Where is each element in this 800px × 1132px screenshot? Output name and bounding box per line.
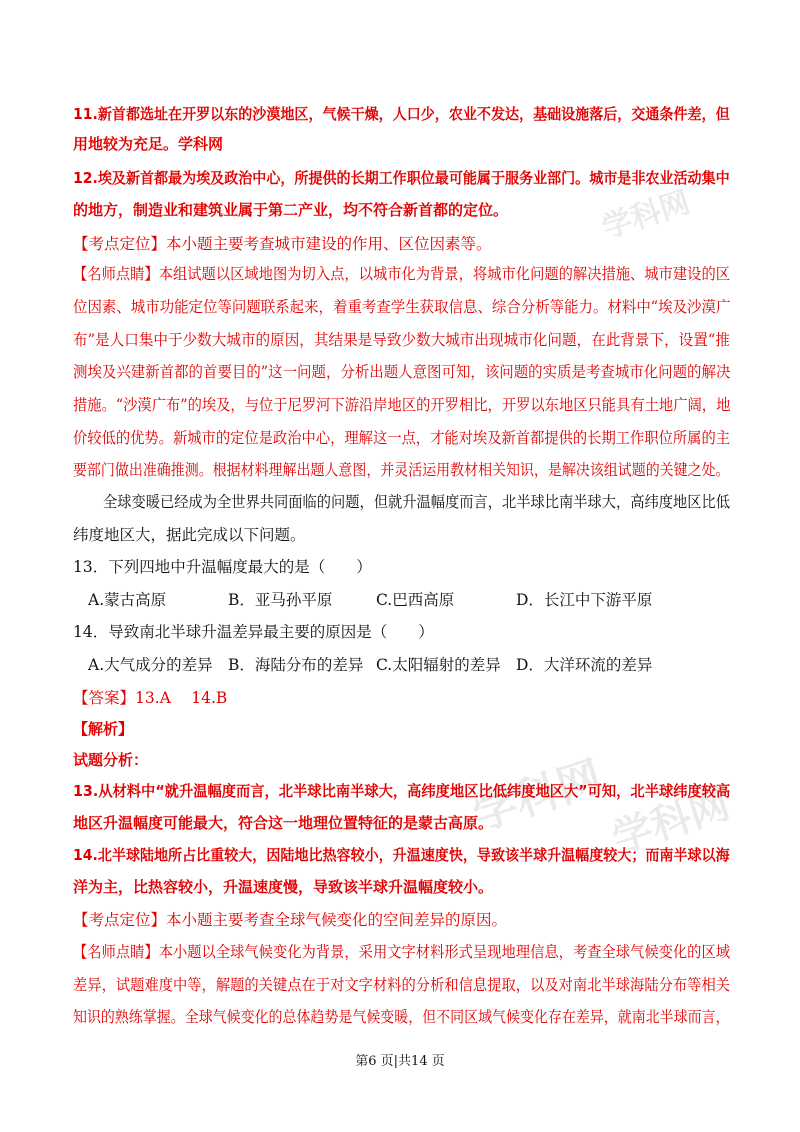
- question-13-option-a: A.蒙古高原: [88, 591, 167, 609]
- question-14-option-a: A.大气成分的差异: [88, 656, 213, 674]
- question-14-option-d: D．大洋环流的差异: [516, 656, 653, 674]
- mingshi-note-1-line-3: 布”是人口集中于少数大城市的原因，其结果是导致少数大城市出现城市化问题，在此背景下，设置“推: [73, 331, 730, 349]
- question-13-option-d: D．长江中下游平原: [516, 591, 653, 609]
- analysis-11-line-2: 用地较为充足。学科网: [73, 135, 224, 153]
- watermark: 学科网: [466, 751, 609, 841]
- mingshi-note-2-line-2: 差异，试题难度中等，解题的关键点在于对文字材料的分析和信息提取，以及对南北半球海陆分布等相关: [73, 976, 731, 994]
- question-14-option-c: C.太阳辐射的差异: [376, 656, 501, 674]
- shiti-fenxi-heading: 试题分析：: [73, 751, 149, 769]
- analysis-12-line-1: 12.埃及新首都最为埃及政治中心，所提供的长期工作职位最可能属于服务业部门。城市是非农业活动集中: [73, 169, 730, 187]
- watermark: 学科网: [597, 184, 695, 246]
- mingshi-note-1-line-2: 位因素、城市功能定位等问题联系起来，着重考查学生获取信息、综合分析等能力。材料中“埃及沙漠广: [73, 298, 731, 316]
- analysis-14-line-1: 14.北半球陆地所占比重较大，因陆地比热容较小，升温速度快，导致该半球升温幅度较大；而南半球以海: [73, 846, 730, 864]
- kaodian-note-1: 【考点定位】本小题主要考查城市建设的作用、区位因素等。: [73, 235, 492, 253]
- analysis-13-line-1: 13.从材料中“就升温幅度而言，北半球比南半球大，高纬度地区比低纬度地区大”可知，北半球纬度较高: [73, 782, 731, 800]
- analysis-11-line-1: 11.新首都选址在开罗以东的沙漠地区，气候干燥，人口少，农业不发达，基础设施落后，交通条件差，但: [73, 105, 730, 123]
- question-13-stem: 13．下列四地中升温幅度最大的是（ ）: [73, 558, 372, 576]
- question-14-stem: 14．导致南北半球升温差异最主要的原因是（ ）: [73, 623, 434, 641]
- page-number: 第6 页|共14 页: [355, 1054, 445, 1069]
- intro-line-1: 全球变暖已经成为全世界共同面临的问题，但就升温幅度而言，北半球比南半球大，高纬度地区比低: [103, 493, 731, 511]
- watermark: 学科网: [606, 781, 736, 863]
- question-14-option-b: B．海陆分布的差异: [228, 656, 364, 674]
- mingshi-note-1-line-5: 措施。“沙漠广布”的埃及，与位于尼罗河下游沿岸地区的开罗相比，开罗以东地区只能具有土地广阔，地: [73, 396, 731, 414]
- analysis-14-line-2: 洋为主，比热容较小，升温速度慢，导致该半球升温幅度较小。: [73, 878, 494, 896]
- kaodian-note-2: 【考点定位】本小题主要考查全球气候变化的空间差异的原因。: [73, 911, 508, 929]
- mingshi-note-1-line-6: 价较低的优势。新城市的定位是政治中心，理解这一点，才能对埃及新首都提供的长期工作职位所属的主: [73, 429, 731, 447]
- mingshi-note-1-line-1: 【名师点睛】本组试题以区域地图为切入点，以城市化为背景，将城市化问题的解决措施、城市建设的区: [73, 265, 731, 283]
- analysis-13-line-2: 地区升温幅度可能最大，符合这一地理位置特征的是蒙古高原。: [73, 814, 494, 832]
- mingshi-note-1-line-4: 测埃及兴建新首都的首要目的”这一问题，分析出题人意图可知，该问题的实质是考查城市化问题的解决: [73, 363, 731, 381]
- intro-line-2: 纬度地区大，据此完成以下问题。: [73, 526, 306, 544]
- mingshi-note-2-line-1: 【名师点睛】本小题以全球气候变化为背景，采用文字材料形式呈现地理信息，考查全球气候变化的区域: [73, 943, 731, 961]
- analysis-12-line-2: 的地方，制造业和建筑业属于第二产业，均不符合新首都的定位。: [73, 201, 509, 219]
- jiexi-heading: 【解析】: [73, 720, 134, 738]
- question-13-option-c: C.巴西高原: [376, 591, 455, 609]
- mingshi-note-2-line-3: 知识的熟练掌握。全球气候变化的总体趋势是气候变暖，但不同区域气候变化存在差异，就南北半球而言，: [73, 1008, 730, 1026]
- question-13-option-b: B．亚马孙平原: [228, 591, 333, 609]
- mingshi-note-1-line-7: 要部门做出准确推测。根据材料理解出题人意图，并灵活运用教材相关知识，是解决该组试题的关键之处。: [73, 461, 730, 479]
- answer-line: 【答案】13.A 14.B: [73, 689, 228, 707]
